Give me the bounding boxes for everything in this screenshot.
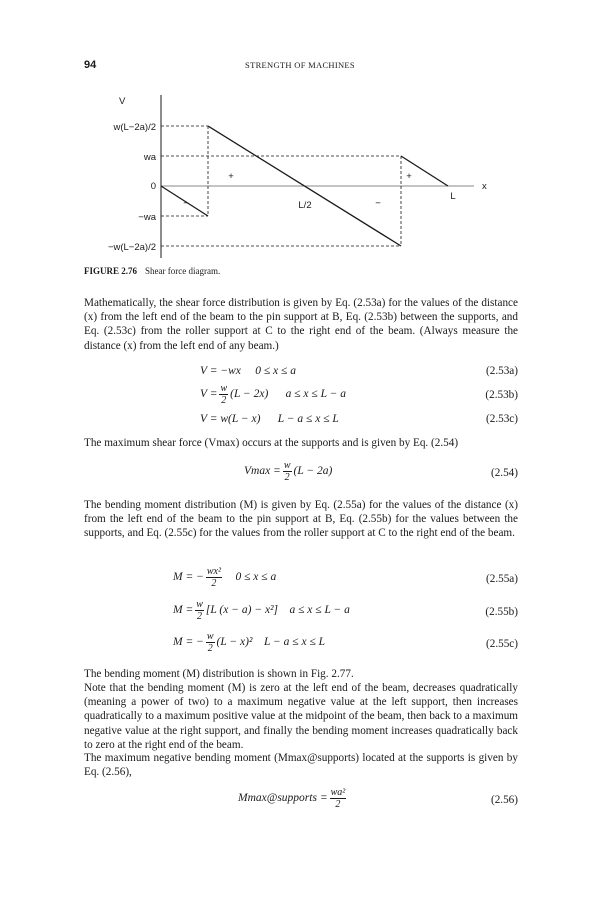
equation-number-2-55c: (2.55c) — [486, 638, 518, 650]
equation-2-54: Vmax = $\frac{w}{2}$ (L − 2a) — [244, 460, 333, 483]
equation-number-2-55b: (2.55b) — [485, 606, 518, 618]
paragraph-moment-behavior: Note that the bending moment (M) is zero at the left end of the beam, decreases quadratically (meaning a power of two) to a maximum negative value at the left support, then increases quadratically to a maximum positive value at the midpoint of the beam, then back to a maximum negative value at the right support, and finally the bending moment increases quadratically back to zero at the right end of the beam. — [84, 682, 518, 751]
tick-label-wa: wa — [143, 152, 156, 163]
equation-2-53b: V = $\frac{w}{2}$ (L − 2x) a ≤ x ≤ L − a — [200, 383, 347, 406]
v-axis-label: V — [119, 96, 126, 107]
equation-2-55b: M = $\frac{w}{2}$ [L (x − a) − x²] a ≤ x ≤ L − a — [173, 599, 350, 622]
running-head: STRENGTH OF MACHINES — [245, 60, 355, 70]
equation-number-2-55a: (2.55a) — [486, 573, 518, 585]
equation-2-53a: V = −wx 0 ≤ x ≤ a — [200, 365, 296, 377]
beam-end-label: L — [450, 191, 456, 202]
paragraph-moment-figure-ref: The bending moment (M) distribution is shown in Fig. 2.77. — [84, 668, 354, 680]
page-number: 94 — [84, 59, 97, 71]
sign-label-right-minus: − — [375, 198, 381, 209]
paragraph-max-negative-moment: The maximum negative bending moment (Mmax@supports) located at the supports is given by Eq. (2.56), — [84, 752, 518, 779]
figure-caption-text: Shear force diagram. — [145, 266, 221, 276]
equation-number-2-53b: (2.53b) — [485, 389, 518, 401]
equation-2-53c: V = w(L − x) L − a ≤ x ≤ L — [200, 413, 339, 425]
tick-label-zero: 0 — [150, 181, 156, 192]
equation-number-2-54: (2.54) — [490, 467, 518, 479]
x-axis-label: x — [482, 181, 487, 192]
equation-2-55a: M = − $\frac{\text{wx²}}{2}$ 0 ≤ x ≤ a — [173, 566, 277, 589]
sign-label-left-minus: − — [183, 198, 189, 209]
tick-label-neg-max: −w(L−2a)/2 — [107, 242, 156, 253]
equation-number-2-56: (2.56) — [490, 794, 518, 806]
shear-force-diagram — [0, 0, 600, 280]
tick-label-pos-max: w(L−2a)/2 — [113, 122, 156, 133]
mid-span-label: L/2 — [298, 200, 312, 211]
equation-2-56: Mmax@supports = $\frac{\text{wa²}}{2}$ — [238, 787, 346, 810]
equation-2-55c: M = − $\frac{w}{2}$ (L − x)² L − a ≤ x ≤ L — [173, 631, 326, 654]
paragraph-max-shear: The maximum shear force (Vmax) occurs at the supports and is given by Eq. (2.54) — [84, 437, 459, 449]
paragraph-bending-distribution: The bending moment distribution (M) is given by Eq. (2.55a) for the values of the distance (x) from the left end of the beam to the pin support at B, Eq. (2.55b) for the values between the supports, and Eq. (2.55c) for the values from the roller support at C to the right end of the beam. — [84, 499, 518, 540]
paragraph-shear-distribution: Mathematically, the shear force distribution is given by Eq. (2.53a) for the values of the distance (x) from the left end of the beam to the pin support at B, Eq. (2.53b) between the supports, and Eq. (2.53c) from the roller support at C to the right end of the beam. (Always measure the distance (x) from the left end of any beam.) — [84, 297, 518, 352]
figure-caption — [84, 266, 220, 276]
sign-label-left-plus: + — [228, 171, 234, 182]
tick-label-neg-wa: −wa — [138, 212, 156, 223]
figure-number: FIGURE 2.76 — [84, 266, 138, 276]
equation-number-2-53c: (2.53c) — [486, 413, 518, 425]
equation-number-2-53a: (2.53a) — [486, 365, 518, 377]
sign-label-right-plus: + — [406, 171, 412, 182]
